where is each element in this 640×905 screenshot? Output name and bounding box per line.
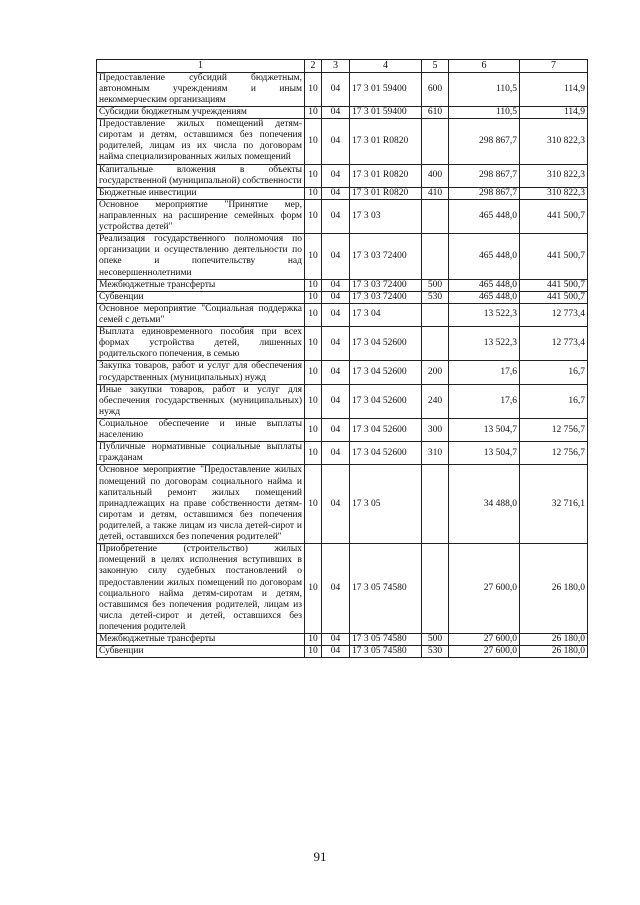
row-amount-year1: 298 867,7 [449, 187, 520, 199]
row-expense-type: 400 [422, 164, 449, 187]
row-subsection: 04 [322, 361, 350, 384]
row-target-article: 17 3 04 52600 [350, 384, 422, 418]
table-row [97, 634, 588, 646]
row-expense-type: 500 [422, 634, 449, 646]
row-name: Бюджетные инвестиции [97, 187, 305, 199]
row-subsection: 04 [322, 199, 350, 233]
row-expense-type: 410 [422, 187, 449, 199]
row-expense-type: 600 [422, 72, 449, 106]
row-name: Реализация государственного полномочия по организации и осуществлению деятельности по опеке и попечительству над несовершеннолетними [97, 234, 305, 279]
row-name: Субсидии бюджетным учреждениям [97, 107, 305, 119]
row-target-article: 17 3 04 52600 [350, 327, 422, 361]
row-amount-year2: 12 756,7 [520, 442, 588, 465]
row-subsection: 04 [322, 544, 350, 634]
row-amount-year2: 12 773,4 [520, 327, 588, 361]
row-subsection: 04 [322, 442, 350, 465]
table-row [97, 234, 588, 279]
row-target-article: 17 3 05 [350, 465, 422, 544]
table-row [97, 107, 588, 119]
row-amount-year1: 13 504,7 [449, 442, 520, 465]
row-amount-year1: 13 522,3 [449, 303, 520, 326]
row-amount-year2: 16,7 [520, 384, 588, 418]
table-row [97, 72, 588, 106]
row-expense-type: 530 [422, 646, 449, 658]
row-section: 10 [305, 646, 322, 658]
row-expense-type [422, 303, 449, 326]
header-cell: 5 [422, 60, 449, 73]
row-amount-year1: 298 867,7 [449, 119, 520, 164]
row-amount-year2: 114,9 [520, 72, 588, 106]
row-subsection: 04 [322, 327, 350, 361]
row-section: 10 [305, 442, 322, 465]
row-expense-type: 500 [422, 279, 449, 291]
row-target-article: 17 3 03 72400 [350, 279, 422, 291]
row-target-article: 17 3 01 R0820 [350, 164, 422, 187]
row-amount-year1: 17,6 [449, 384, 520, 418]
row-amount-year1: 27 600,0 [449, 646, 520, 658]
row-expense-type [422, 119, 449, 164]
row-amount-year2: 12 756,7 [520, 418, 588, 441]
row-target-article: 17 3 03 [350, 199, 422, 233]
table-row [97, 303, 588, 326]
row-subsection: 04 [322, 107, 350, 119]
row-name: Публичные нормативные социальные выплаты гражданам [97, 442, 305, 465]
row-expense-type [422, 465, 449, 544]
row-subsection: 04 [322, 634, 350, 646]
header-cell: 6 [449, 60, 520, 73]
row-name: Межбюджетные трансферты [97, 279, 305, 291]
row-amount-year2: 16,7 [520, 361, 588, 384]
row-section: 10 [305, 107, 322, 119]
row-target-article: 17 3 04 52600 [350, 418, 422, 441]
row-expense-type [422, 234, 449, 279]
row-target-article: 17 3 04 52600 [350, 442, 422, 465]
header-cell: 1 [97, 60, 305, 73]
row-section: 10 [305, 279, 322, 291]
page-number: 91 [313, 849, 327, 864]
row-subsection: 04 [322, 291, 350, 303]
row-section: 10 [305, 384, 322, 418]
row-amount-year1: 17,6 [449, 361, 520, 384]
row-amount-year1: 465 448,0 [449, 234, 520, 279]
row-amount-year2: 441 500,7 [520, 291, 588, 303]
row-target-article: 17 3 01 R0820 [350, 187, 422, 199]
row-expense-type [422, 544, 449, 634]
row-target-article: 17 3 04 52600 [350, 361, 422, 384]
row-amount-year1: 27 600,0 [449, 544, 520, 634]
row-amount-year2: 441 500,7 [520, 279, 588, 291]
row-subsection: 04 [322, 646, 350, 658]
row-subsection: 04 [322, 303, 350, 326]
row-amount-year1: 465 448,0 [449, 291, 520, 303]
table-row [97, 199, 588, 233]
row-section: 10 [305, 164, 322, 187]
row-subsection: 04 [322, 119, 350, 164]
table-row [97, 291, 588, 303]
row-amount-year2: 26 180,0 [520, 646, 588, 658]
row-expense-type [422, 327, 449, 361]
row-name: Социальное обеспечение и иные выплаты населению [97, 418, 305, 441]
row-section: 10 [305, 72, 322, 106]
header-cell: 4 [350, 60, 422, 73]
row-name: Предоставление жилых помещений детям-сиротам и детям, оставшимся без попечения родителей, лицам из их числа по договорам найма специализированных жилых помещений [97, 119, 305, 164]
header-cell: 7 [520, 60, 588, 73]
row-section: 10 [305, 327, 322, 361]
row-amount-year2: 26 180,0 [520, 634, 588, 646]
row-amount-year2: 441 500,7 [520, 234, 588, 279]
table-row [97, 187, 588, 199]
row-name: Приобретение (строительство) жилых помещений в целях исполнения вступивших в законную силу судебных постановлений о предоставлении жилых помещений по договорам социального найма детям-сиротам и детям, оставшимся без попечения родителей, лицам из числа детей-сирот и детей, оставшихся без попечения родителей [97, 544, 305, 634]
header-row [97, 60, 588, 73]
row-amount-year1: 27 600,0 [449, 634, 520, 646]
table-row [97, 119, 588, 164]
row-name: Предоставление субсидий бюджетным, автономным учреждениям и иным некоммерческим организациям [97, 72, 305, 106]
row-target-article: 17 3 05 74580 [350, 646, 422, 658]
table-body [97, 72, 588, 658]
header-cell: 3 [322, 60, 350, 73]
row-name: Иные закупки товаров, работ и услуг для обеспечения государственных (муниципальных) нужд [97, 384, 305, 418]
row-subsection: 04 [322, 72, 350, 106]
row-name: Субвенции [97, 646, 305, 658]
row-amount-year1: 13 504,7 [449, 418, 520, 441]
row-amount-year2: 310 822,3 [520, 119, 588, 164]
row-subsection: 04 [322, 465, 350, 544]
table-row [97, 418, 588, 441]
header-cell: 2 [305, 60, 322, 73]
row-amount-year2: 114,9 [520, 107, 588, 119]
row-amount-year2: 32 716,1 [520, 465, 588, 544]
row-amount-year1: 110,5 [449, 107, 520, 119]
table-row [97, 361, 588, 384]
row-name: Основное мероприятие "Предоставление жилых помещений по договорам социального найма и капитальный ремонт жилых помещений принадлежащих на праве собственности детям-сиротам и детям, оставшимся без попечения родителей, а также лицам из числа детей-сирот и детей, оставшихся без попечения родителей" [97, 465, 305, 544]
row-expense-type: 610 [422, 107, 449, 119]
row-target-article: 17 3 01 R0820 [350, 119, 422, 164]
row-subsection: 04 [322, 187, 350, 199]
row-section: 10 [305, 303, 322, 326]
row-name: Основное мероприятие "Принятие мер, направленных на расширение семейных форм устройства детей" [97, 199, 305, 233]
row-name: Выплата единовременного пособия при всех формах устройства детей, лишенных родительского попечения, в семью [97, 327, 305, 361]
row-target-article: 17 3 05 74580 [350, 634, 422, 646]
row-target-article: 17 3 03 72400 [350, 291, 422, 303]
table-row [97, 384, 588, 418]
row-section: 10 [305, 199, 322, 233]
row-target-article: 17 3 05 74580 [350, 544, 422, 634]
row-amount-year1: 465 448,0 [449, 199, 520, 233]
row-amount-year1: 110,5 [449, 72, 520, 106]
row-amount-year2: 310 822,3 [520, 164, 588, 187]
row-target-article: 17 3 03 72400 [350, 234, 422, 279]
row-target-article: 17 3 01 59400 [350, 107, 422, 119]
row-section: 10 [305, 234, 322, 279]
row-section: 10 [305, 187, 322, 199]
row-amount-year2: 12 773,4 [520, 303, 588, 326]
row-section: 10 [305, 119, 322, 164]
row-amount-year1: 34 488,0 [449, 465, 520, 544]
row-section: 10 [305, 634, 322, 646]
row-expense-type: 530 [422, 291, 449, 303]
row-name: Межбюджетные трансферты [97, 634, 305, 646]
row-name: Капитальные вложения в объекты государственной (муниципальной) собственности [97, 164, 305, 187]
table-row [97, 646, 588, 658]
table-row [97, 465, 588, 544]
row-section: 10 [305, 291, 322, 303]
table-row [97, 164, 588, 187]
row-section: 10 [305, 418, 322, 441]
row-subsection: 04 [322, 164, 350, 187]
row-name: Основное мероприятие "Социальная поддержка семей с детьми" [97, 303, 305, 326]
row-name: Закупка товаров, работ и услуг для обеспечения государственных (муниципальных) нужд [97, 361, 305, 384]
table-row [97, 279, 588, 291]
row-expense-type: 300 [422, 418, 449, 441]
row-section: 10 [305, 465, 322, 544]
row-target-article: 17 3 01 59400 [350, 72, 422, 106]
row-expense-type: 310 [422, 442, 449, 465]
row-amount-year1: 298 867,7 [449, 164, 520, 187]
row-amount-year1: 13 522,3 [449, 327, 520, 361]
row-name: Субвенции [97, 291, 305, 303]
row-section: 10 [305, 361, 322, 384]
row-subsection: 04 [322, 279, 350, 291]
row-expense-type: 240 [422, 384, 449, 418]
table-row [97, 544, 588, 634]
row-amount-year1: 465 448,0 [449, 279, 520, 291]
table-row [97, 442, 588, 465]
row-amount-year2: 310 822,3 [520, 187, 588, 199]
row-amount-year2: 441 500,7 [520, 199, 588, 233]
row-section: 10 [305, 544, 322, 634]
row-expense-type [422, 199, 449, 233]
row-expense-type: 200 [422, 361, 449, 384]
row-target-article: 17 3 04 [350, 303, 422, 326]
row-subsection: 04 [322, 384, 350, 418]
budget-table [96, 59, 588, 658]
table-row [97, 327, 588, 361]
row-subsection: 04 [322, 234, 350, 279]
row-amount-year2: 26 180,0 [520, 544, 588, 634]
row-subsection: 04 [322, 418, 350, 441]
